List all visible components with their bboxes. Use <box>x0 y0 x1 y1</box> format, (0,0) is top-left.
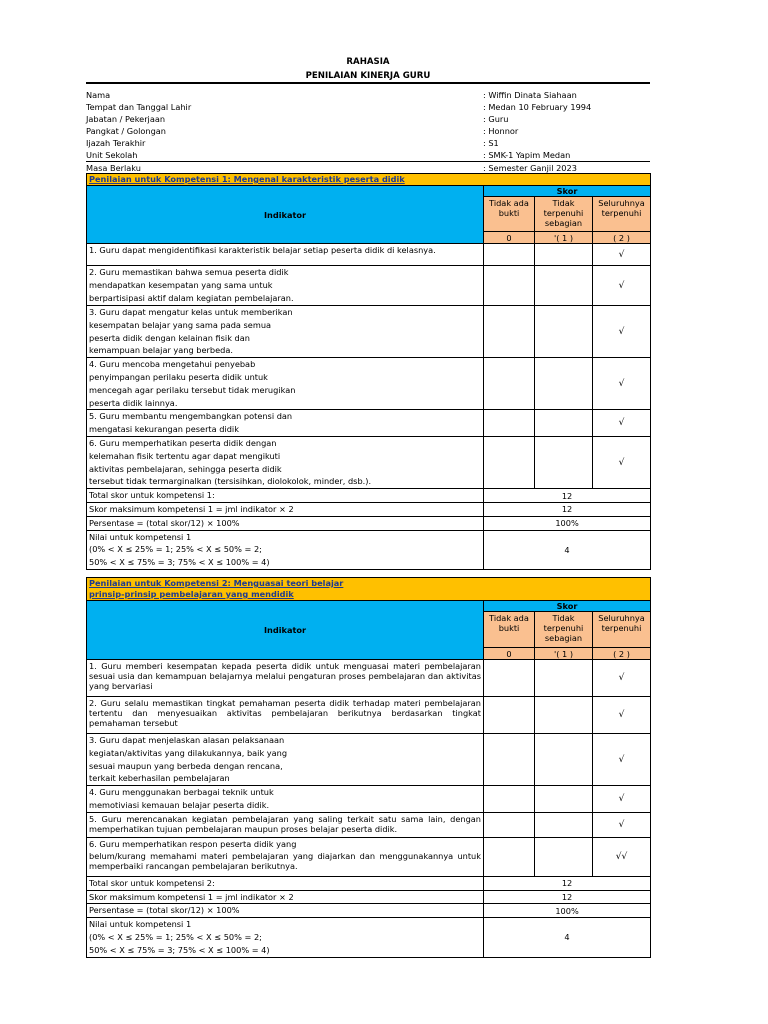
score-cell-0 <box>484 837 535 876</box>
indicator-text: 2. Guru selalu memastikan tingkat pemahaman peserta didik terhadap materi pembelajaran tertentu dan menyesuaikan aktivitas pembelajaran berikutnya berdasarkan tingkat pemahaman tersebut <box>87 697 484 734</box>
score-cell-1 <box>535 266 593 306</box>
summary-row <box>87 489 651 503</box>
score-column-2: Seluruhnya terpenuhi <box>593 612 651 648</box>
summary-row <box>87 876 651 890</box>
indicator-text: 2. Guru memastikan bahwa semua peserta didik mendapatkan kesempatan yang sama untuk berpartisipasi aktif dalam kegiatan pembelajaran. <box>87 266 484 306</box>
summary-value: 100% <box>484 904 651 918</box>
score-cell-0 <box>484 436 535 488</box>
score-column-1: Tidak terpenuhi sebagian <box>535 197 593 232</box>
indicator-row <box>87 837 651 876</box>
checkmark-icon: √ <box>593 436 651 488</box>
indicator-row <box>87 812 651 837</box>
competency-1-table <box>86 173 651 570</box>
title-divider <box>86 82 650 84</box>
score-cell-0 <box>484 358 535 410</box>
score-cell-0 <box>484 244 535 266</box>
checkmark-icon: √ <box>593 660 651 697</box>
score-cell-1 <box>535 244 593 266</box>
info-row <box>86 89 650 101</box>
summary-label: Total skor untuk kompetensi 1: <box>87 489 484 503</box>
section-row <box>87 174 651 186</box>
checkmark-icon: √ <box>593 697 651 734</box>
nilai-label: Nilai untuk kompetensi 1 (0% < X ≤ 25% = 1; 25% < X ≤ 50% = 2; 50% < X ≤ 75% = 3; 75% < X ≤ 100% = 4) <box>87 918 484 957</box>
score-cell-1 <box>535 786 593 813</box>
checkmark-icon: √√ <box>593 837 651 876</box>
indicator-text: 6. Guru memperhatikan respon peserta didik yang belum/kurang memahami materi pembelajaran yang diajarkan dan menggunakannya untuk memperbaiki rancangan pembelajaran berikutnya. <box>87 837 484 876</box>
summary-row <box>87 502 651 516</box>
competency-2-table <box>86 577 651 958</box>
summary-row <box>87 516 651 530</box>
score-cell-0 <box>484 812 535 837</box>
summary-label: Skor maksimum kompetensi 1 = jml indikator × 2 <box>87 890 484 904</box>
teacher-info <box>86 89 650 174</box>
score-cell-1 <box>535 660 593 697</box>
info-value: : S1 <box>483 138 499 148</box>
indicator-text: 5. Guru membantu mengembangkan potensi dan mengatasi kekurangan peserta didik <box>87 410 484 437</box>
nilai-value: 4 <box>484 530 651 569</box>
section-title: Penilaian untuk Kompetensi 2: Menguasai teori belajar prinsip-prinsip pembelajaran yang mendidik <box>87 578 651 601</box>
info-row <box>86 113 650 125</box>
info-label: Nama <box>86 90 111 100</box>
info-row <box>86 137 650 149</box>
nilai-row <box>87 530 651 569</box>
doc-title-penilaian: PENILAIAN KINERJA GURU <box>305 71 431 81</box>
skor-header: Skor <box>484 601 651 612</box>
score-cell-0 <box>484 697 535 734</box>
info-label: Tempat dan Tanggal Lahir <box>86 102 192 112</box>
indicator-row <box>87 358 651 410</box>
info-value: : Semester Ganjil 2023 <box>483 163 577 173</box>
checkmark-icon: √ <box>593 786 651 813</box>
indicator-row <box>87 786 651 813</box>
summary-value: 100% <box>484 516 651 530</box>
info-label: Jabatan / Pekerjaan <box>86 114 166 124</box>
score-cell-0 <box>484 410 535 437</box>
indicator-row <box>87 436 651 488</box>
score-cell-0 <box>484 786 535 813</box>
summary-value: 12 <box>484 502 651 516</box>
score-cell-1 <box>535 306 593 358</box>
score-cell-1 <box>535 410 593 437</box>
checkmark-icon: √ <box>593 306 651 358</box>
summary-value: 12 <box>484 876 651 890</box>
nilai-row <box>87 918 651 957</box>
indicator-text: 1. Guru memberi kesempatan kepada peserta didik untuk menguasai materi pembelajaran sesuai usia dan kemampuan belajarnya melalui pengaturan proses pembelajaran dan aktivitas yang bervariasi <box>87 660 484 697</box>
indicator-text: 6. Guru memperhatikan peserta didik dengan kelemahan fisik tertentu agar dapat mengikuti aktivitas pembelajaran, sehingga peserta didik tersebut tidak termarginalkan (tersisihkan, diolokolok, minder, dsb.). <box>87 436 484 488</box>
indicator-row <box>87 410 651 437</box>
info-row <box>86 101 650 113</box>
checkmark-icon: √ <box>593 410 651 437</box>
score-cell-1 <box>535 697 593 734</box>
indicator-row <box>87 306 651 358</box>
score-cell-0 <box>484 266 535 306</box>
header-row <box>87 601 651 612</box>
indikator-header: Indikator <box>87 601 484 660</box>
score-value-2: ( 2 ) <box>593 232 651 244</box>
indicator-text: 3. Guru dapat menjelaskan alasan pelaksanaan kegiatan/aktivitas yang dilakukannya, baik yang sesuai maupun yang berbeda dengan rencana, terkait keberhasilan pembelajaran <box>87 734 484 786</box>
doc-title-rahasia: RAHASIA <box>346 57 390 67</box>
summary-value: 12 <box>484 890 651 904</box>
score-column-0: Tidak ada bukti <box>484 197 535 232</box>
info-label: Masa Berlaku <box>86 163 141 173</box>
summary-value: 12 <box>484 489 651 503</box>
indicator-text: 1. Guru dapat mengidentifikasi karakteristik belajar setiap peserta didik di kelasnya. <box>87 244 484 266</box>
score-value-1: '( 1 ) <box>535 232 593 244</box>
info-label: Unit Sekolah <box>86 150 138 160</box>
info-value: : Guru <box>483 114 509 124</box>
section-title: Penilaian untuk Kompetensi 1: Mengenal karakteristik peserta didik <box>87 174 651 186</box>
indicator-row <box>87 660 651 697</box>
score-column-0: Tidak ada bukti <box>484 612 535 648</box>
score-column-1: Tidak terpenuhi sebagian <box>535 612 593 648</box>
indicator-text-cont: belum/kurang memahami materi pembelajaran yang diajarkan dan menggunakannya untuk memperbaiki rancangan pembelajaran berikutnya. <box>89 850 481 871</box>
summary-label: Persentase = (total skor/12) × 100% <box>87 516 484 530</box>
summary-row <box>87 904 651 918</box>
indicator-row <box>87 244 651 266</box>
score-cell-1 <box>535 358 593 410</box>
indicator-row <box>87 266 651 306</box>
score-value-2: ( 2 ) <box>593 648 651 660</box>
info-value: : Honnor <box>483 126 519 136</box>
nilai-label: Nilai untuk kompetensi 1 (0% < X ≤ 25% = 1; 25% < X ≤ 50% = 2; 50% < X ≤ 75% = 3; 75% < X ≤ 100% = 4) <box>87 530 484 569</box>
info-value: : Wiffin Dinata Siahaan <box>483 90 577 100</box>
nilai-value: 4 <box>484 918 651 957</box>
info-value: : Medan 10 February 1994 <box>483 102 592 112</box>
score-cell-1 <box>535 436 593 488</box>
indicator-text: 4. Guru menggunakan berbagai teknik untuk memotiviasi kemauan belajar peserta didik. <box>87 786 484 813</box>
checkmark-icon: √ <box>593 266 651 306</box>
indicator-row <box>87 697 651 734</box>
summary-label: Total skor untuk kompetensi 2: <box>87 876 484 890</box>
indicator-row <box>87 734 651 786</box>
info-label: Ijazah Terakhir <box>86 138 146 148</box>
info-value: : SMK-1 Yapim Medan <box>483 150 571 160</box>
summary-label: Skor maksimum kompetensi 1 = jml indikator × 2 <box>87 502 484 516</box>
indikator-header: Indikator <box>87 186 484 244</box>
score-cell-0 <box>484 306 535 358</box>
checkmark-icon: √ <box>593 734 651 786</box>
checkmark-icon: √ <box>593 358 651 410</box>
score-value-0: 0 <box>484 648 535 660</box>
section-row <box>87 578 651 601</box>
score-cell-1 <box>535 734 593 786</box>
score-column-2: Seluruhnya terpenuhi <box>593 197 651 232</box>
score-cell-0 <box>484 660 535 697</box>
checkmark-icon: √ <box>593 812 651 837</box>
checkmark-icon: √ <box>593 244 651 266</box>
score-cell-0 <box>484 734 535 786</box>
score-value-1: '( 1 ) <box>535 648 593 660</box>
info-row <box>86 125 650 137</box>
indicator-text: 5. Guru merencanakan kegiatan pembelajaran yang saling terkait satu sama lain, dengan memperhatikan tujuan pembelajaran maupun proses belajar peserta didik. <box>87 812 484 837</box>
indicator-text: 4. Guru mencoba mengetahui penyebab penyimpangan perilaku peserta didik untuk mencegah agar perilaku tersebut tidak merugikan peserta didik lainnya. <box>87 358 484 410</box>
header-row <box>87 186 651 197</box>
score-cell-1 <box>535 837 593 876</box>
indicator-text: 3. Guru dapat mengatur kelas untuk memberikan kesempatan belajar yang sama pada semua peserta didik dengan kelainan fisik dan kemampuan belajar yang berbeda. <box>87 306 484 358</box>
info-label: Pangkat / Golongan <box>86 126 166 136</box>
score-value-0: 0 <box>484 232 535 244</box>
summary-row <box>87 890 651 904</box>
summary-label: Persentase = (total skor/12) × 100% <box>87 904 484 918</box>
skor-header: Skor <box>484 186 651 197</box>
score-cell-1 <box>535 812 593 837</box>
info-row <box>86 149 650 161</box>
